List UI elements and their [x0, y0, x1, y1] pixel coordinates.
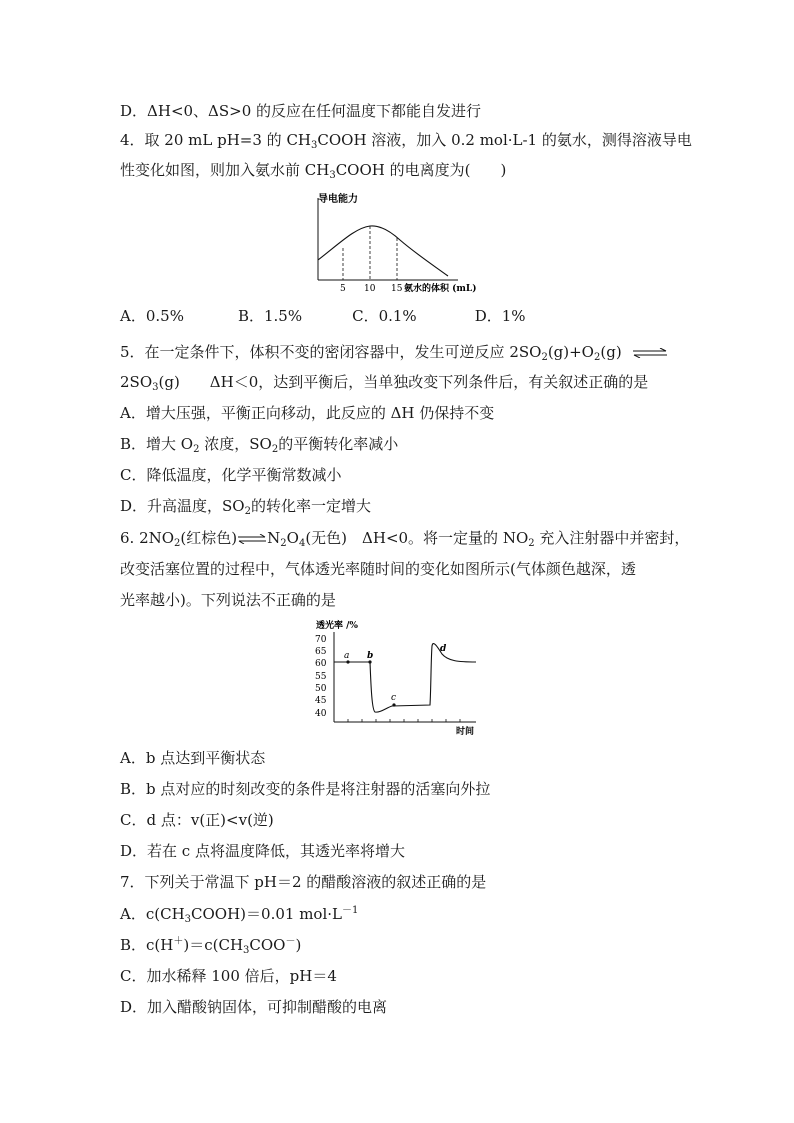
label-d: d [440, 644, 447, 654]
q4-option-c: C．0.1% [352, 307, 417, 325]
q6-option-a: A．b 点达到平衡状态 [120, 749, 266, 767]
y-tick-60: 60 [315, 659, 327, 669]
q4-option-b: B．1.5% [237, 307, 303, 325]
q6-option-d: D．若在 c 点将温度降低，其透光率将增大 [120, 842, 405, 860]
conductivity-chart-xlabel: 氨水的体积 (mL) [404, 284, 477, 294]
y-tick-70: 70 [315, 635, 327, 645]
y-tick-50: 50 [315, 684, 327, 694]
q7-option-d: D．加入醋酸钠固体，可抑制醋酸的电离 [120, 998, 388, 1016]
transmittance-curve [334, 644, 476, 713]
y-tick-labels [315, 635, 327, 719]
q4-options [120, 306, 526, 326]
transmittance-chart [310, 618, 490, 738]
q6-stem-line3: 光率越小)。下列说法不正确的是 [120, 591, 336, 609]
y-tick-65: 65 [315, 647, 327, 657]
tick-5: 5 [340, 284, 346, 294]
q6-option-c: C．d 点：v(正)<v(逆) [120, 811, 274, 829]
q5-stem-line1: 5．在一定条件下，体积不变的密闭容器中，发生可逆反应 $2SO_2(g)+O_2(g)$ [120, 342, 668, 362]
transmittance-chart-xlabel: 时间 [456, 727, 475, 737]
conductivity-chart-ylabel: 导电能力 [318, 194, 358, 205]
q6-stem-line2: 改变活塞位置的过程中，气体透光率随时间的变化如图所示(气体颜色越深，透 [120, 560, 636, 578]
label-a: a [344, 651, 350, 661]
q7-option-b: B．$c(H^+)=c(CH_3COO^-)$ [120, 936, 302, 956]
tick-10: 10 [364, 284, 376, 294]
q7-stem: 7．下列关于常温下 pH＝2 的醋酸溶液的叙述正确的是 [120, 873, 487, 891]
q7-option-a: A．$c(CH_3COOH)=0.01$ $mol\cdot L^{-1}$ [120, 905, 359, 925]
q5-option-a: A．增大压强，平衡正向移动，此反应的 ΔH 仍保持不变 [120, 404, 495, 422]
q4-option-a: A．0.5% [120, 307, 184, 325]
equilibrium-arrow [632, 348, 668, 358]
q7-option-c: C．加水稀释 100 倍后，pH＝4 [120, 967, 337, 985]
point-c [392, 703, 395, 706]
q5-stem-line2: $2SO_3(g)$ ΔH＜0，达到平衡后，当单独改变下列条件后，有关叙述正确的是 [120, 373, 649, 393]
label-c: c [391, 693, 397, 703]
q5-option-d: D．升高温度，$SO_2$的转化率一定增大 [120, 497, 371, 517]
q4-stem-line1: 4．取 20 mL pH=3 的 $CH_3COOH$ 溶液，加入 0.2 mol·L-1 的氨水，测得溶液导电 [120, 131, 692, 151]
q4-stem-line2: 性变化如图，则加入氨水前 $CH_3COOH$ 的电离度为( ) [120, 161, 507, 181]
q6-stem-line1: 6. $2NO_2$(红棕色) $N_2O_4$(无色) ΔH<0。将一定量的 $NO_2$ 充入注射器中并密封， [120, 529, 690, 549]
conductivity-chart [300, 188, 500, 298]
q6-option-b: B．b 点对应的时刻改变的条件是将注射器的活塞向外拉 [120, 780, 491, 798]
tick-15: 15 [391, 284, 403, 294]
q5-option-b: B．增大 $O_2$ 浓度，$SO_2$的平衡转化率减小 [120, 435, 399, 455]
conductivity-curve [318, 226, 448, 276]
transmittance-chart-ylabel: 透光率 /% [316, 621, 358, 631]
q5-option-c: C．降低温度，化学平衡常数减小 [120, 466, 342, 484]
y-tick-45: 45 [315, 696, 327, 706]
q4-option-d: D．1% [474, 307, 526, 325]
y-tick-40: 40 [315, 709, 327, 719]
label-b: b [367, 651, 374, 661]
equilibrium-arrow-small [237, 534, 267, 544]
q3-option-d: D．ΔH<0、ΔS>0 的反应在任何温度下都能自发进行 [120, 102, 482, 120]
y-tick-55: 55 [315, 672, 327, 682]
